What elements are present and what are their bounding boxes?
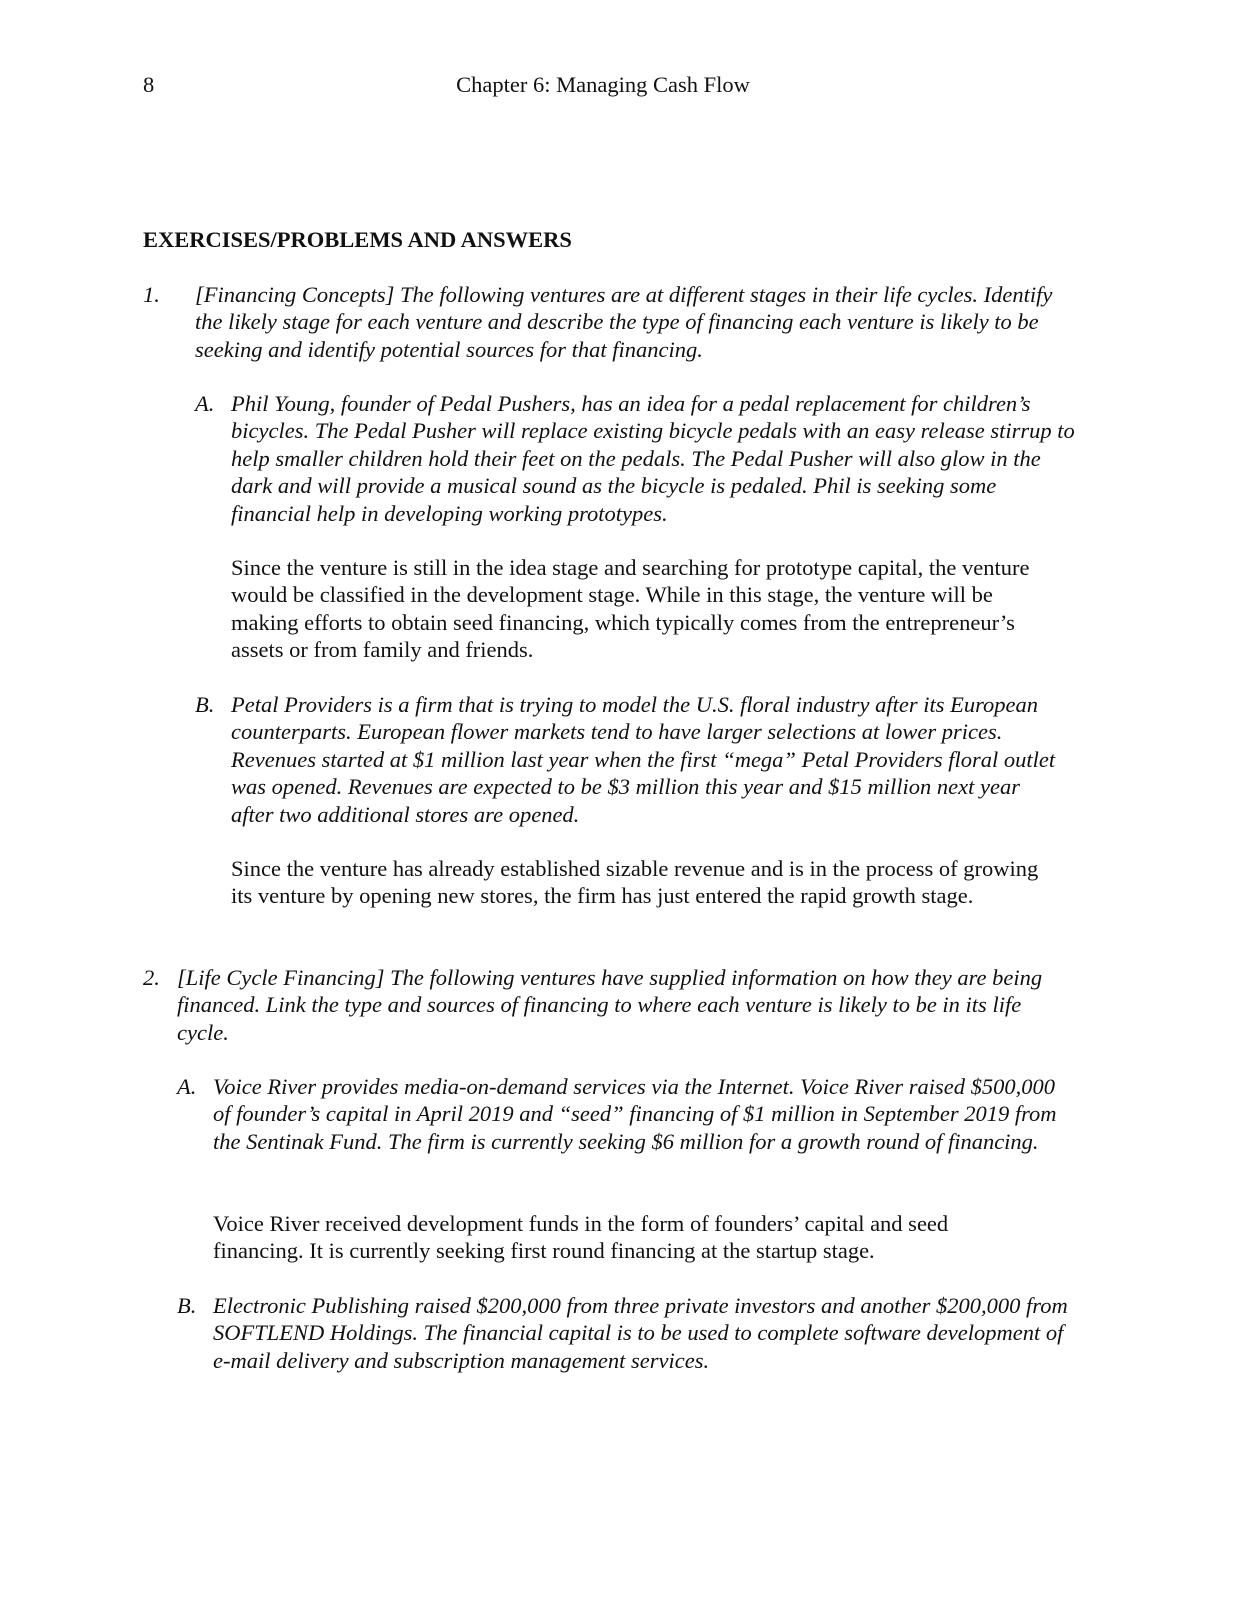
problem-1a-prompt: Phil Young, founder of Pedal Pushers, has an idea for a pedal replacement for children’s bicycles. The Pedal Pusher will replace existing bicycle pedals with an easy release stirrup to help smaller children hold their feet on the pedals. The Pedal Pusher will also glow in the dark and will provide a musical sound as the bicycle is pedaled. Phil is seeking some financial help in developing working prototypes. xyxy=(231,391,1075,526)
running-header: Chapter 6: Managing Cash Flow xyxy=(456,72,750,97)
problem-2a-label: A. xyxy=(177,1074,197,1099)
problem-1a-answer: Since the venture is still in the idea stage and searching for prototype capital, the venture would be classified in the development stage. While in this stage, the venture will be making efforts to obtain seed financing, which typically comes from the entrepreneur’s assets or from family and friends. xyxy=(231,555,1030,663)
section-heading: EXERCISES/PROBLEMS AND ANSWERS xyxy=(143,227,572,252)
problem-1b-label: B. xyxy=(195,692,215,717)
page-number: 8 xyxy=(143,72,155,97)
problem-2a-answer: Voice River received development funds in the form of founders’ capital and seed financing. It is currently seeking first round financing at the startup stage. xyxy=(213,1211,949,1264)
problem-1a-label: A. xyxy=(195,391,215,416)
problem-1b-answer: Since the venture has already established sizable revenue and is in the process of growing its venture by opening new stores, the firm has just entered the rapid growth stage. xyxy=(231,856,1039,909)
problem-2b-label: B. xyxy=(177,1293,197,1318)
problem-1-question: [Financing Concepts] The following ventures are at different stages in their life cycles. Identify the likely stage for each venture and describe the type of financing each venture is likely to be seeking and identify potential sources for that financing. xyxy=(195,282,1053,362)
problem-2a-prompt: Voice River provides media-on-demand services via the Internet. Voice River raised $500,000 of founder’s capital in April 2019 and “seed” financing of $1 million in September 2019 from the Sentinak Fund. The firm is currently seeking $6 million for a growth round of financing. xyxy=(213,1074,1057,1154)
problem-2b-prompt: Electronic Publishing raised $200,000 from three private investors and another $200,000 from SOFTLEND Holdings. The financial capital is to be used to complete software development of e-mail delivery and subscription management services. xyxy=(213,1293,1068,1373)
problem-2-number: 2. xyxy=(143,965,160,990)
problem-1b-prompt: Petal Providers is a firm that is trying to model the U.S. floral industry after its European counterparts. European flower markets tend to have larger selections at lower prices. Revenues started at $1 million last year when the first “mega” Petal Providers floral outlet was opened. Revenues are expected to be $3 million this year and $15 million next year after two additional stores are opened. xyxy=(231,692,1056,827)
problem-1-number: 1. xyxy=(143,282,160,307)
problem-2-question: [Life Cycle Financing] The following ventures have supplied information on how they are being financed. Link the type and sources of financing to where each venture is likely to be in its life cycle. xyxy=(177,965,1043,1045)
